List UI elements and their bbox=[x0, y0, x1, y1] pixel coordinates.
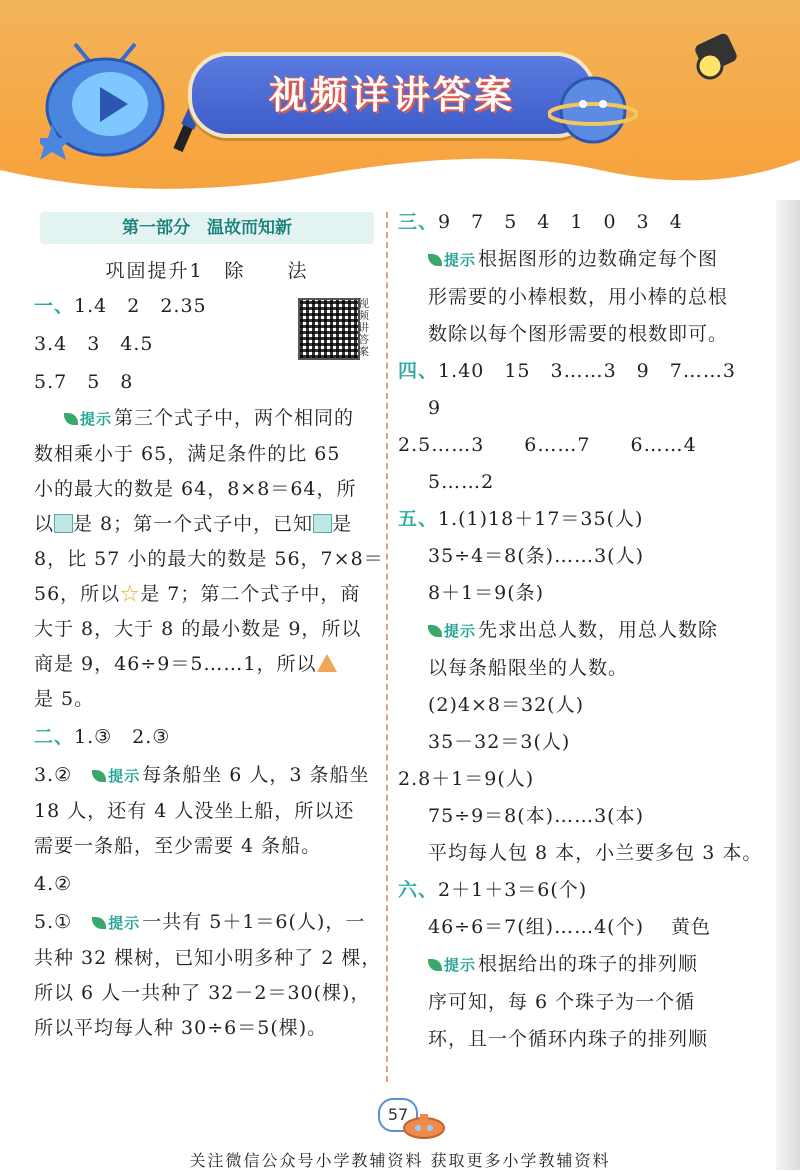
hint-line: 数除以每个图形需要的根数即可。 bbox=[428, 323, 729, 345]
planet-mascot-icon bbox=[548, 68, 638, 148]
answer-line: 5.7 5 8 bbox=[34, 371, 134, 393]
answer-line: 五、1.(1)18＋17＝35(人) bbox=[398, 508, 644, 530]
submarine-icon bbox=[402, 1112, 448, 1140]
hint-line: 所以 6 人一共种了 32－2＝30(棵)， bbox=[34, 982, 371, 1004]
hint-line: 8，比 57 小的最大的数是 56，7×8＝ bbox=[34, 548, 384, 570]
page-edge bbox=[776, 200, 800, 1170]
leaf-icon bbox=[64, 413, 78, 425]
answer-line: 46÷6＝7(组)……4(个) 黄色 bbox=[428, 916, 712, 938]
answer-line: 4.② bbox=[34, 873, 73, 895]
footer-watermark: 关注微信公众号小学教辅资料 获取更多小学教辅资料 bbox=[189, 1151, 611, 1170]
qr-label: 视频讲答案 bbox=[358, 297, 369, 358]
tv-mascot-icon bbox=[40, 42, 170, 162]
answer-line: 一、1.4 2 2.35 bbox=[34, 295, 207, 317]
answer-line: 3.② 提示 每条船坐 6 人，3 条船坐 bbox=[34, 759, 380, 793]
hint-line: 商是 9，46÷9＝5……1，所以 bbox=[34, 648, 380, 681]
square-symbol-icon bbox=[313, 514, 332, 533]
hint-line: 需要一条船，至少需要 4 条船。 bbox=[34, 835, 322, 857]
answer-line: 2.5……3 6……7 6……4 bbox=[398, 434, 697, 456]
hint-badge: 提示 bbox=[92, 760, 140, 793]
hint-badge: 提示 bbox=[428, 949, 476, 982]
right-column bbox=[398, 206, 763, 1056]
answer-line: 平均每人包 8 本，小兰要多包 3 本。 bbox=[428, 842, 763, 864]
page-number: 57 bbox=[378, 1098, 418, 1132]
leaf-icon bbox=[92, 917, 106, 929]
answer-line: 六、2＋1＋3＝6(个) bbox=[398, 879, 588, 901]
hint-line: 序可知，每 6 个珠子为一个循 bbox=[428, 991, 696, 1013]
hint-line: 以 是 8；第一个式子中，已知 是 bbox=[34, 513, 353, 535]
answer-line: 三、9 7 5 4 1 0 3 4 bbox=[398, 211, 683, 233]
hint-line: 提示 第三个式子中，两个相同的 bbox=[34, 402, 380, 436]
leaf-icon bbox=[428, 959, 442, 971]
hint-line: 56，所以☆是 7；第二个式子中，商 bbox=[34, 583, 361, 605]
hint-line: 共种 32 棵树，已知小明多种了 2 棵， bbox=[34, 947, 382, 969]
hint-badge: 提示 bbox=[64, 403, 112, 436]
hint-badge: 提示 bbox=[428, 615, 476, 648]
hint-line: 数相乘小于 65，满足条件的比 65 bbox=[34, 443, 341, 465]
hint-line: 是 5。 bbox=[34, 688, 95, 710]
answer-line: 5.① 提示 一共有 5＋1＝6(人)，一 bbox=[34, 906, 380, 940]
hint-badge: 提示 bbox=[428, 244, 476, 277]
answer-line: 9 bbox=[428, 397, 442, 419]
leaf-icon bbox=[428, 625, 442, 637]
spotlight-icon bbox=[690, 28, 750, 88]
answer-line: (2)4×8＝32(人) bbox=[428, 694, 585, 716]
answer-line: 8＋1＝9(条) bbox=[428, 582, 545, 604]
leaf-icon bbox=[428, 254, 442, 266]
answer-line: 35－32＝3(人) bbox=[428, 731, 571, 753]
answer-line: 5……2 bbox=[428, 471, 495, 493]
left-column bbox=[34, 290, 384, 1045]
exercise-title: 巩固提升1 除 法 bbox=[105, 260, 309, 282]
header-banner bbox=[0, 0, 800, 200]
column-divider bbox=[386, 212, 388, 1082]
hint-line: 18 人，还有 4 人没坐上船，所以还 bbox=[34, 800, 355, 822]
hint-line: 形需要的小棒根数，用小棒的总根 bbox=[428, 286, 729, 308]
hint-line: 提示 先求出总人数，用总人数除 bbox=[398, 614, 758, 648]
triangle-symbol-icon bbox=[317, 654, 337, 672]
leaf-icon bbox=[92, 770, 106, 782]
answer-line: 75÷9＝8(本)……3(本) bbox=[428, 805, 645, 827]
banner-title: 视频详讲答案 bbox=[188, 52, 596, 138]
answer-line: 二、1.③ 2.③ bbox=[34, 726, 171, 748]
answer-line: 3.4 3 4.5 bbox=[34, 333, 154, 355]
answer-line: 2.8＋1＝9(人) bbox=[398, 768, 535, 790]
hint-line: 大于 8，大于 8 的最小数是 9，所以 bbox=[34, 618, 362, 640]
star-symbol-icon: ☆ bbox=[120, 583, 141, 605]
hint-line: 小的最大的数是 64，8×8＝64，所 bbox=[34, 478, 357, 500]
answer-line: 四、1.40 15 3……3 9 7……3 bbox=[398, 360, 736, 382]
hint-line: 提示 根据给出的珠子的排列顺 bbox=[398, 948, 758, 982]
answer-line: 35÷4＝8(条)……3(人) bbox=[428, 545, 645, 567]
hint-line: 所以平均每人种 30÷6＝5(棵)。 bbox=[34, 1017, 328, 1039]
hint-line: 环，且一个循环内珠子的排列顺 bbox=[428, 1028, 709, 1050]
square-symbol-icon bbox=[54, 514, 73, 533]
section-header: 第一部分 温故而知新 bbox=[40, 212, 374, 244]
hint-line: 以每条船限坐的人数。 bbox=[428, 657, 629, 679]
hint-line: 提示 根据图形的边数确定每个图 bbox=[398, 243, 758, 277]
hint-badge: 提示 bbox=[92, 907, 140, 940]
